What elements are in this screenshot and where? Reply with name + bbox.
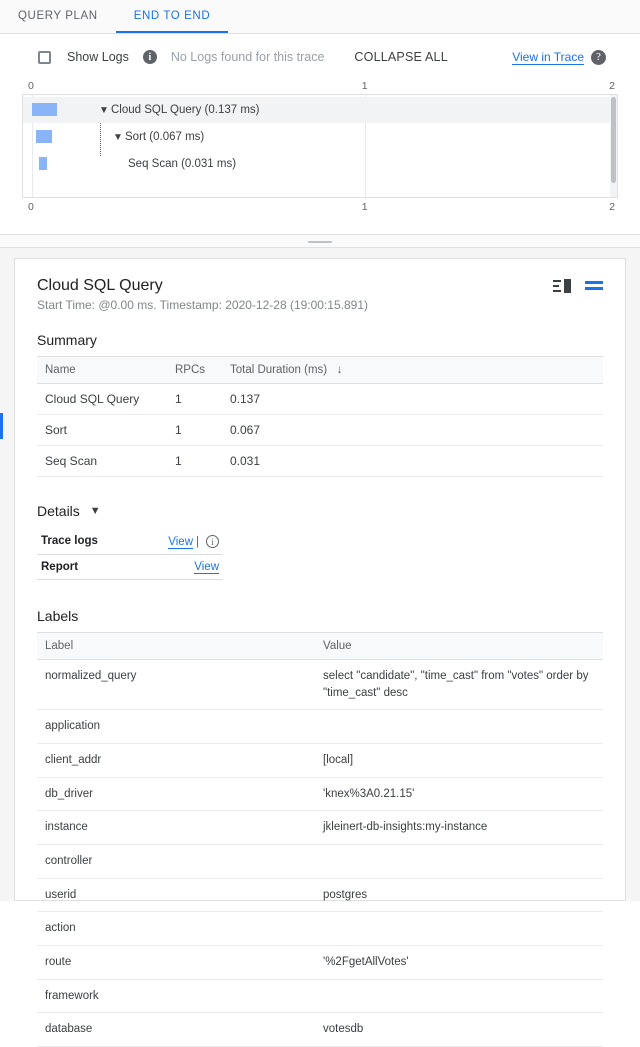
summary-cell-rpcs: 1	[167, 446, 222, 477]
trace-logs-view-link[interactable]: View	[168, 535, 193, 548]
timeline-node-cloud-sql-query[interactable]	[97, 97, 260, 123]
timeline-bar-seq-scan[interactable]	[39, 157, 47, 170]
summary-col-name[interactable]: Name	[37, 357, 167, 384]
show-logs-label: Show Logs	[67, 50, 129, 64]
view-toggle-group	[553, 279, 603, 298]
table-row	[37, 710, 603, 744]
timeline-chart	[22, 80, 618, 214]
labels-col-value: Value	[315, 633, 603, 660]
table-row[interactable]	[37, 446, 603, 477]
summary-col-rpcs[interactable]: RPCs	[167, 357, 222, 384]
summary-cell-duration: 0.067	[222, 415, 603, 446]
axis-tick-bottom-1: 1	[361, 201, 368, 213]
label-value	[315, 912, 603, 946]
timeline-plot	[22, 94, 618, 198]
timeline-node-label: Seq Scan (0.031 ms)	[128, 158, 237, 170]
timeline-node-label: Cloud SQL Query (0.137 ms)	[111, 104, 260, 116]
summary-cell-name: Cloud SQL Query	[37, 384, 167, 415]
summary-header-row	[37, 357, 603, 384]
chevron-down-icon[interactable]: ▼	[99, 104, 109, 116]
summary-cell-name: Seq Scan	[37, 446, 167, 477]
list-view-icon[interactable]	[585, 279, 603, 298]
details-separator: |	[196, 535, 199, 548]
label-value: 'knex%3A0.21.15'	[315, 777, 603, 811]
label-key: normalized_query	[37, 660, 315, 710]
help-icon[interactable]: ?	[591, 50, 606, 65]
sort-arrow-icon: ↓	[330, 364, 343, 376]
summary-cell-rpcs: 1	[167, 415, 222, 446]
timeline-axis-top	[22, 80, 618, 94]
details-heading: Details	[37, 503, 80, 519]
label-value: votesdb	[315, 1013, 603, 1047]
label-key: controller	[37, 845, 315, 879]
details-value-trace-logs	[135, 529, 223, 555]
summary-col-duration[interactable]	[222, 357, 603, 384]
table-row	[37, 777, 603, 811]
summary-cell-name: Sort	[37, 415, 167, 446]
timeline-node-label: Sort (0.067 ms)	[125, 131, 205, 143]
summary-table	[37, 356, 603, 477]
label-key: client_addr	[37, 744, 315, 778]
label-key: route	[37, 946, 315, 980]
label-key: application	[37, 710, 315, 744]
label-key: db_driver	[37, 777, 315, 811]
label-key: database	[37, 1013, 315, 1047]
toolbar-right-group	[512, 50, 618, 65]
table-row	[37, 811, 603, 845]
tab-bar	[0, 0, 640, 34]
table-row	[37, 529, 223, 555]
label-value: select "candidate", "time_cast" from "votes" order by "time_cast" desc	[315, 660, 603, 710]
no-logs-text: No Logs found for this trace	[170, 50, 325, 64]
label-key: action	[37, 912, 315, 946]
view-in-trace-link[interactable]: View in Trace	[512, 49, 584, 64]
table-row	[37, 555, 223, 580]
timeline-axis-bottom	[22, 198, 618, 212]
detail-title: Cloud SQL Query	[37, 277, 163, 294]
trace-timeline-panel	[0, 34, 640, 234]
report-view-link[interactable]: View	[194, 561, 219, 573]
label-value: [local]	[315, 744, 603, 778]
table-row	[37, 1013, 603, 1047]
timeline-node-sort[interactable]	[111, 124, 204, 150]
axis-tick-bottom-2: 2	[609, 201, 615, 213]
timeline-scrollbar[interactable]	[610, 95, 617, 197]
detail-subtitle: Start Time: @0.00 ms. Timestamp: 2020-12-28 (19:00:15.891)	[37, 298, 369, 312]
chevron-down-icon[interactable]: ▼	[89, 505, 101, 517]
show-logs-checkbox[interactable]	[38, 51, 51, 64]
summary-col-duration-label: Total Duration (ms)	[230, 364, 328, 376]
table-row[interactable]	[37, 415, 603, 446]
summary-cell-duration: 0.137	[222, 384, 603, 415]
label-value: '%2FgetAllVotes'	[315, 946, 603, 980]
label-key: framework	[37, 979, 315, 1013]
label-key: instance	[37, 811, 315, 845]
timeline-node-seq-scan[interactable]	[128, 151, 236, 177]
timeline-toolbar	[16, 34, 624, 80]
details-table	[37, 529, 223, 580]
collapse-all-button[interactable]: COLLAPSE ALL	[354, 50, 448, 64]
labels-table	[37, 632, 603, 1047]
chevron-down-icon[interactable]: ▼	[113, 131, 123, 143]
label-value	[315, 979, 603, 1013]
labels-header-row	[37, 633, 603, 660]
split-view-icon[interactable]	[553, 279, 571, 298]
details-value-report	[135, 555, 223, 580]
table-row	[37, 660, 603, 710]
labels-col-label: Label	[37, 633, 315, 660]
label-value	[315, 710, 603, 744]
summary-cell-rpcs: 1	[167, 384, 222, 415]
label-value: postgres	[315, 878, 603, 912]
table-row	[37, 979, 603, 1013]
details-heading-row	[37, 503, 603, 519]
axis-tick-top-1: 1	[361, 80, 368, 92]
detail-card-area	[0, 248, 640, 1036]
label-key: userid	[37, 878, 315, 912]
detail-card	[14, 258, 626, 1036]
labels-heading: Labels	[37, 608, 79, 624]
panel-resize-divider[interactable]	[0, 234, 640, 248]
timeline-bar-cloud-sql-query[interactable]	[32, 103, 57, 116]
details-label-report: Report	[37, 555, 135, 580]
table-row	[37, 744, 603, 778]
details-label-trace-logs: Trace logs	[37, 529, 135, 555]
axis-tick-top-2: 2	[609, 80, 615, 92]
summary-heading: Summary	[37, 332, 97, 348]
drag-handle[interactable]	[308, 241, 332, 243]
table-row	[37, 946, 603, 980]
table-row	[37, 845, 603, 879]
info-icon[interactable]: i	[206, 535, 219, 548]
info-icon[interactable]: i	[143, 50, 157, 64]
tab-end-to-end[interactable]: END TO END	[116, 0, 229, 33]
table-row	[37, 878, 603, 912]
tree-connector	[100, 123, 101, 156]
label-value	[315, 845, 603, 879]
summary-cell-duration: 0.031	[222, 446, 603, 477]
table-row[interactable]	[37, 384, 603, 415]
table-row	[37, 912, 603, 946]
label-value: jkleinert-db-insights:my-instance	[315, 811, 603, 845]
selection-marker	[0, 413, 3, 439]
timeline-bar-sort[interactable]	[36, 130, 51, 143]
axis-tick-top-0: 0	[28, 80, 34, 92]
axis-tick-bottom-0: 0	[28, 201, 34, 213]
tab-query-plan[interactable]: QUERY PLAN	[18, 9, 98, 22]
